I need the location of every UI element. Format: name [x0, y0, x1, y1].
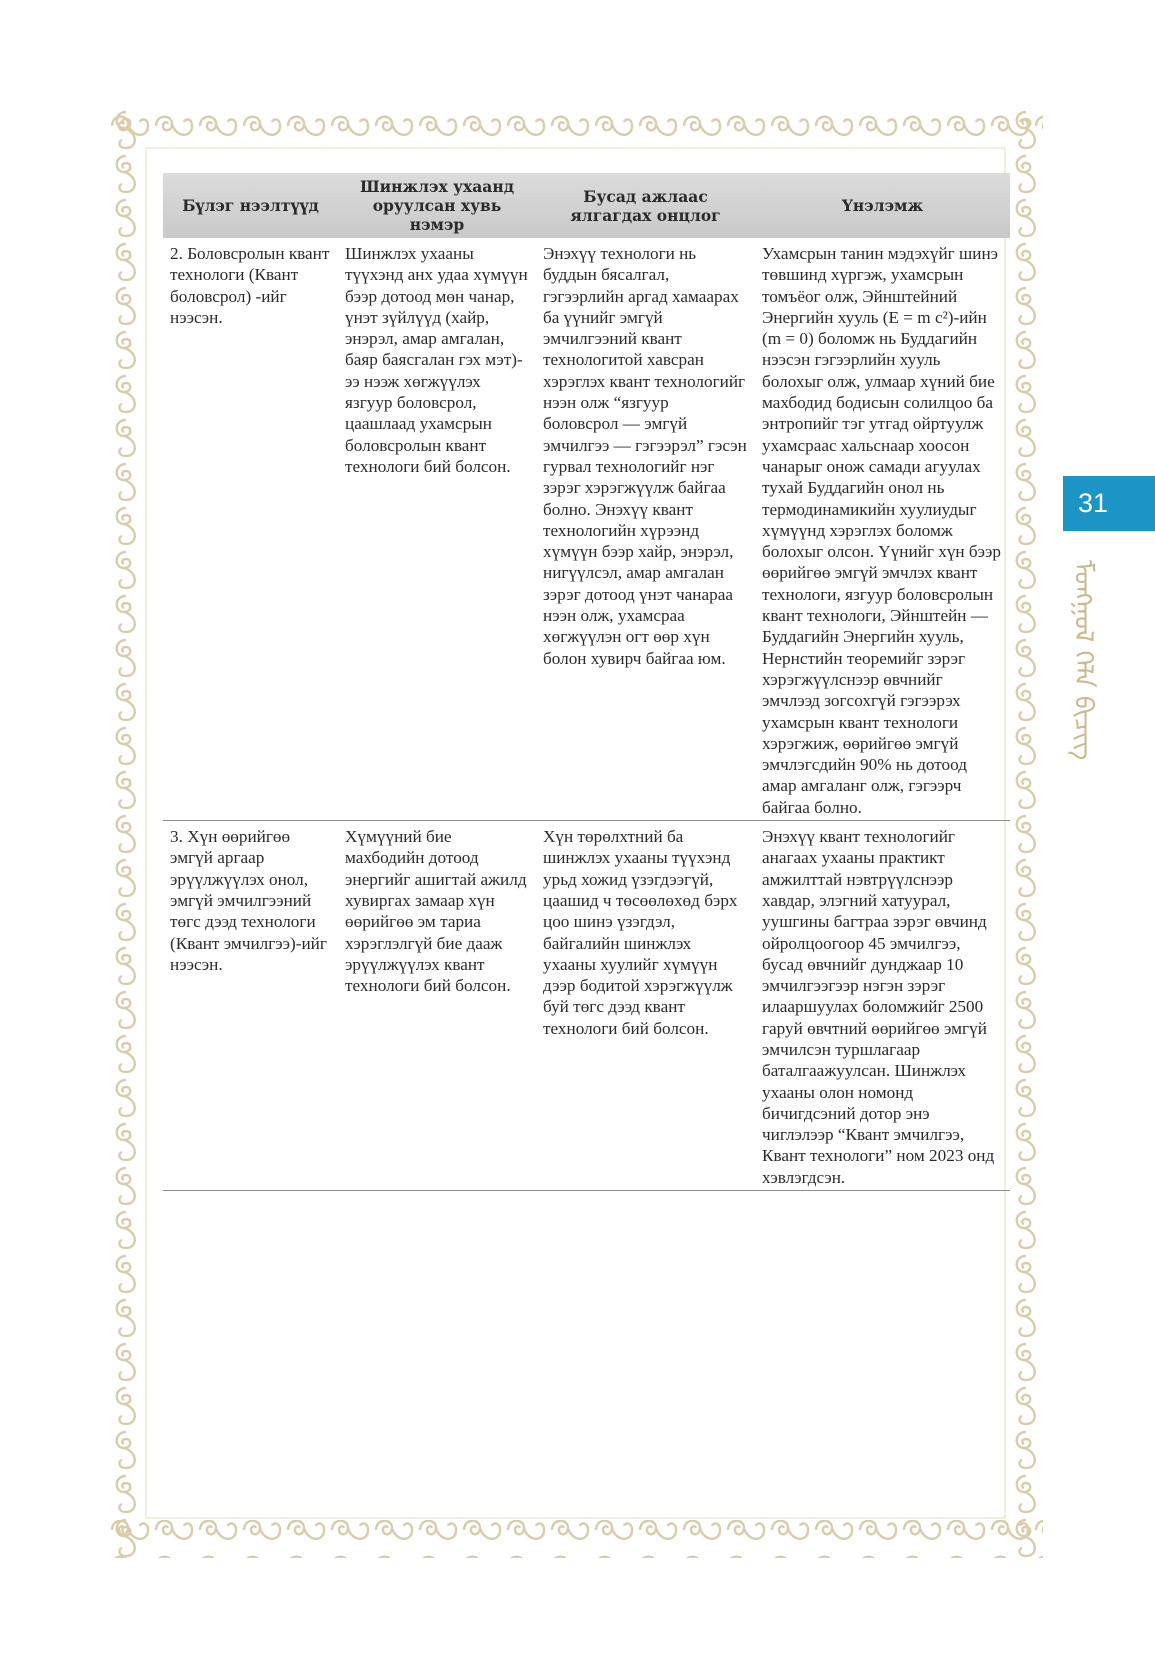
table-cell: 3. Хүн өөрийгөө эмгүй аргаар эрүүлжүүлэх онол, эмгүй эмчилгээний төгс дээд технологи (Квант эмчилгээ)-ийг нээсэн. [163, 821, 338, 1191]
table-cell: Энэхүү технологи нь буддын бясалгал, гэгээрлийн аргад хамаарах ба үүнийг эмгүй эмчилгээний квант технологитой хавсран хэрэглэх квант технологийг нээн олж “язгуур боловсрол — эмгүй эмчилгээ — гэгээрэл” гэсэн гурвал технологийг нэг зэрэг хэрэгжүүлж байгаа болно. Энэхүү квант технологийн хүрээнд хүмүүн бээр хайр, энэрэл, нигүүлсэл, амар амгалан зэрэг дотоод үнэт чанараа нээн олж, ухамсраа хөгжүүлэн огт өөр хүн болон хувирч байгаа юм. [536, 238, 755, 821]
table-row [163, 821, 1010, 1191]
page-number: 31 [1078, 488, 1109, 518]
header-contribution: Шинжлэх ухаанд оруулсан хувь нэмэр [338, 173, 536, 238]
table-row [163, 238, 1010, 821]
header-value: Үнэлэмж [755, 173, 1010, 238]
table-cell: Ухамсрын танин мэдэхүйг шинэ төвшинд хүргэж, ухамсрын томъёог олж, Эйнштейний Энергийн хууль (E = m c²)-ийн (m = 0) боломж нь Буддагийн нээсэн гэгээрлийн хууль болохыг олж, улмаар хүний бие махбодид бодисын солилцоо ба энтропийг тэг утгад ойртуулж ухамсраас хальснаар хоосон чанарыг онож самади агуулах тухай Буддагийн онол нь термодинамикийн хуулиудыг хүмүүнд хэрэглэх боломж болохыг олсон. Үүнийг хүн бээр өөрийгөө эмгүй эмчлэх квант технологи, язгуур боловсролын квант технологи, Эйнштейн —Буддагийн Энергийн хууль, Нернстийн теоремийг зэрэг хэрэгжүүлснээр өвчнийг эмчлээд зогсохгүй гэгээрэх ухамсрын квант технологи хэрэгжиж, өөрийгөө эмгүй эмчлэгсдийн 90% нь дотоод амар амгаланг олж, гэгээрч байгаа болно. [755, 238, 1010, 821]
page-number-tab [1063, 476, 1155, 531]
vertical-mongolian-script: ᠮᠣᠩᠭᠣᠯ ᠬᠡᠯᠡ ᠪᠢᠴᠢᠭ [1068, 560, 1098, 761]
table-header-row [163, 173, 1010, 238]
table-cell: Хүмүүний бие махбодийн дотоод энергийг ашигтай ажилд хувиргах замаар хүн өөрийгөө эм тариа хэрэглэлгүй бие дааж эрүүлжүүлэх квант технологи бий болсон. [338, 821, 536, 1191]
table-cell: Хүн төрөлхтний ба шинжлэх ухааны түүхэнд урьд хожид үзэгдээгүй, цаашид ч төсөөлөхөд бэрх цоо шинэ үзэгдэл, байгалийн шинжлэх ухааны хуулийг хүмүүн дээр бодитой хэрэгжүүлж буй төгс дээд квант технологи бий болсон. [536, 821, 755, 1191]
header-distinctive-features: Бусад ажлаас ялгагдах онцлог [536, 173, 755, 238]
discoveries-table [163, 173, 1010, 1191]
table-cell: Шинжлэх ухааны түүхэнд анх удаа хүмүүн бээр дотоод мөн чанар, үнэт зүйлүүд (хайр, энэрэл, амар амгалан, баяр баясгалан гэх мэт)-ээ нээж хөгжүүлэх язгуур боловсрол, цаашлаад ухамсрын боловсролын квант технологи бий болсон. [338, 238, 536, 821]
table-cell: 2. Боловсролын квант технологи (Квант боловсрол) -ийг нээсэн. [163, 238, 338, 821]
header-chapter-discoveries: Бүлэг нээлтүүд [163, 173, 338, 238]
table-cell: Энэхүү квант технологийг анагаах ухааны практикт амжилттай нэвтрүүлснээр хавдар, элэгний хатуурал, уушгины багтраа зэрэг өвчинд ойролцоогоор 45 эмчилгээ, бусад өвчнийг дунджаар 10 эмчилгээгээр нэгэн зэрэг илааршуулах боломжийг 2500 гаруй өвчтний өөрийгөө эмгүй эмчилсэн туршлагаар баталгаажуулсан. Шинжлэх ухааны олон номонд бичигдсэний дотор энэ чиглэлээр “Квант эмчилгээ, Квант технологи” ном 2023 онд хэвлэгдсэн. [755, 821, 1010, 1191]
